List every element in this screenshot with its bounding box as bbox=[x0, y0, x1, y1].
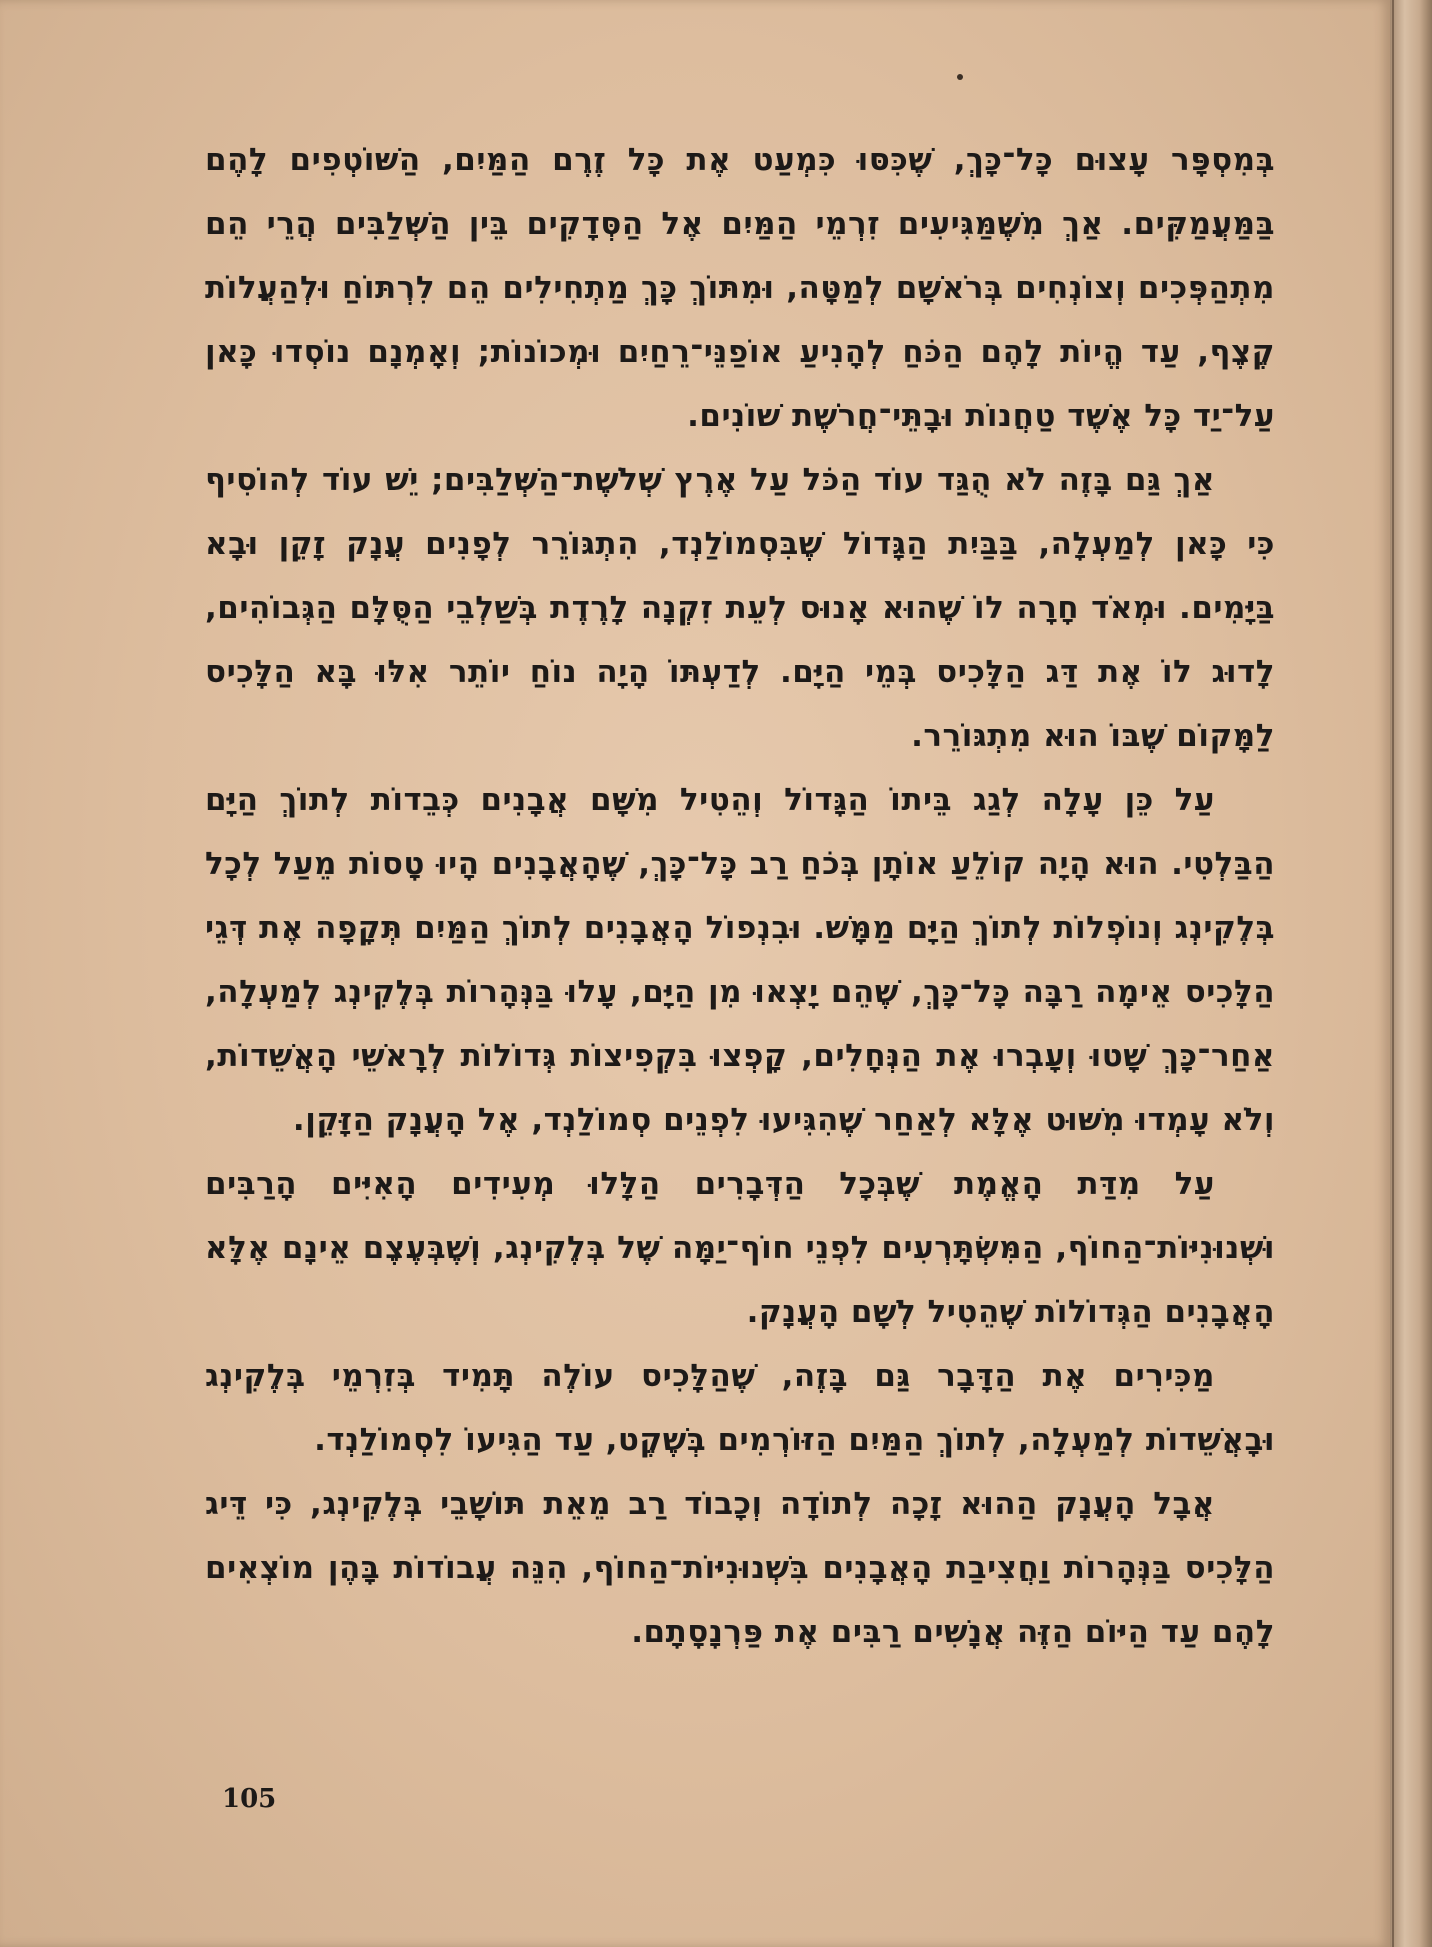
paragraph-6: אֲבָל הָעֲנָק הַהוּא זָכָה לְתוֹדָה וְכָבוֹד רַב מֵאֵת תּוֹשָׁבֵי בְּלֶקִינְג, כִּי דֵּיג הַלָּכִיס בַּנְּהָרוֹת וַחֲצִיבַת הָאֲבָנִים בִּשְׁנוּנִיּוֹת־הַחוֹף, הִנֵּה עֲבוֹדוֹת בָּהֶן מוֹצְאִים לָהֶם עַד הַיּוֹם הַזֶּה אֲנָשִׁים רַבִּים אֶת פַּרְנָסָתָם. bbox=[205, 1486, 1275, 1650]
ink-speck bbox=[957, 74, 963, 80]
body-text bbox=[205, 128, 1275, 1664]
book-spine-edge bbox=[1390, 0, 1432, 1947]
paragraph-2: אַךְ גַּם בָּזֶה לֹא הֻגַּד עוֹד הַכֹּל עַל אֶרֶץ שְׁלֹשֶׁת־הַשְּׁלַבִּים; יֵשׁ עוֹד לְהוֹסִיף כִּי כָּאן לְמַעְלָה, בַּבַּיִת הַגָּדוֹל שֶׁבִּסְמוֹלַנְד, הִתְגּוֹרֵר לְפָנִים עֲנָק זָקֵן וּבָא בַּיָּמִים. וּמְאֹד חָרָה לוֹ שֶׁהוּא אָנוּס לְעֵת זִקְנָה לָרֶדֶת בְּשַׁלְבֵי הַסֻּלָּם הַגְּבוֹהִים, לָדוּג לוֹ אֶת דַּג הַלָּכִיס בְּמֵי הַיָּם. לְדַעְתּוֹ הָיָה נוֹחַ יוֹתֵר אִלּוּ בָּא הַלָּכִיס לַמָּקוֹם שֶׁבּוֹ הוּא מִתְגּוֹרֵר. bbox=[205, 462, 1275, 754]
paragraph-5: מַכִּירִים אֶת הַדָּבָר גַּם בָּזֶה, שֶׁהַלָּכִיס עוֹלֶה תָּמִיד בְּזִרְמֵי בְּלֶקִינְג וּבָאֲשֵׁדוֹת לְמַעְלָה, לְתוֹךְ הַמַּיִם הַזּוֹרְמִים בְּשֶׁקֶט, עַד הַגִּיעוֹ לִסְמוֹלַנְד. bbox=[205, 1358, 1275, 1458]
page-fold-line bbox=[1392, 0, 1394, 1947]
page-number: 105 bbox=[222, 1784, 277, 1814]
paragraph-4: עַל מִדַּת הָאֱמֶת שֶׁבְּכָל הַדְּבָרִים הַלָּלוּ מְעִידִים הָאִיִּים הָרַבִּים וּשְׁנוּנִיּוֹת־הַחוֹף, הַמִּשְׂתָּרְעִים לִפְנֵי חוֹף־יַמָּה שֶׁל בְּלֶקִינְג, וְשֶׁבְּעֶצֶם אֵינָם אֶלָּא הָאֲבָנִים הַגְּדוֹלוֹת שֶׁהֵטִיל לְשָׁם הָעֲנָק. bbox=[205, 1166, 1275, 1330]
paragraph-1: בְּמִסְפָּר עָצוּם כָּל־כָּךְ, שֶׁכִּסּוּ כִּמְעַט אֶת כָּל זֶרֶם הַמַּיִם, הַשּׁוֹטְפִים לָהֶם בַּמַּעֲמַקִּים. אַךְ מִשֶּׁמַּגִּיעִים זִרְמֵי הַמַּיִם אֶל הַסְּדָקִים בֵּין הַשְּׁלַבִּים הֲרֵי הֵם מִתְהַפְּכִים וְצוֹנְחִים בְּרֹאשָׁם לְמַטָּה, וּמִתּוֹךְ כָּךְ מַתְחִילִים הֵם לִרְתּוֹחַ וּלְהַעֲלוֹת קֶצֶף, עַד הֱיוֹת לָהֶם הַכֹּחַ לְהָנִיעַ אוֹפַנֵּי־רֵחַיִם וּמְכוֹנוֹת; וְאָמְנָם נוֹסְדוּ כָּאן עַל־יַד כָּל אֶשֶׁד טַחֲנוֹת וּבָתֵּי־חֲרֹשֶׁת שׁוֹנִים. bbox=[205, 142, 1275, 434]
paragraph-3: עַל כֵּן עָלָה לְגַג בֵּיתוֹ הַגָּדוֹל וְהֵטִיל מִשָּׁם אֲבָנִים כְּבֵדוֹת לְתוֹךְ הַיָּם הַבַּלְטִי. הוּא הָיָה קוֹלֵעַ אוֹתָן בְּכֹחַ רַב כָּל־כָּךְ, שֶׁהָאֲבָנִים הָיוּ טָסוֹת מֵעַל לְכָל בְּלֶקִינְג וְנוֹפְלוֹת לְתוֹךְ הַיָּם מַמָּשׁ. וּבִנְפוֹל הָאֲבָנִים לְתוֹךְ הַמַּיִם תְּקָפָה אֶת דְּגֵי הַלָּכִיס אֵימָה רַבָּה כָּל־כָּךְ, שֶׁהֵם יָצְאוּ מִן הַיָּם, עָלוּ בַּנְּהָרוֹת בְּלֶקִינְג לְמַעְלָה, אַחַר־כָּךְ שָׁטוּ וְעָבְרוּ אֶת הַנְּחָלִים, קָפְצוּ בִּקְפִיצוֹת גְּדוֹלוֹת לְרָאשֵׁי הָאֲשֵׁדוֹת, וְלֹא עָמְדוּ מִשּׁוּט אֶלָּא לְאַחַר שֶׁהִגִּיעוּ לִפְנֵים סְמוֹלַנְד, אֶל הָעֲנָק הַזָּקֵן. bbox=[205, 782, 1275, 1138]
